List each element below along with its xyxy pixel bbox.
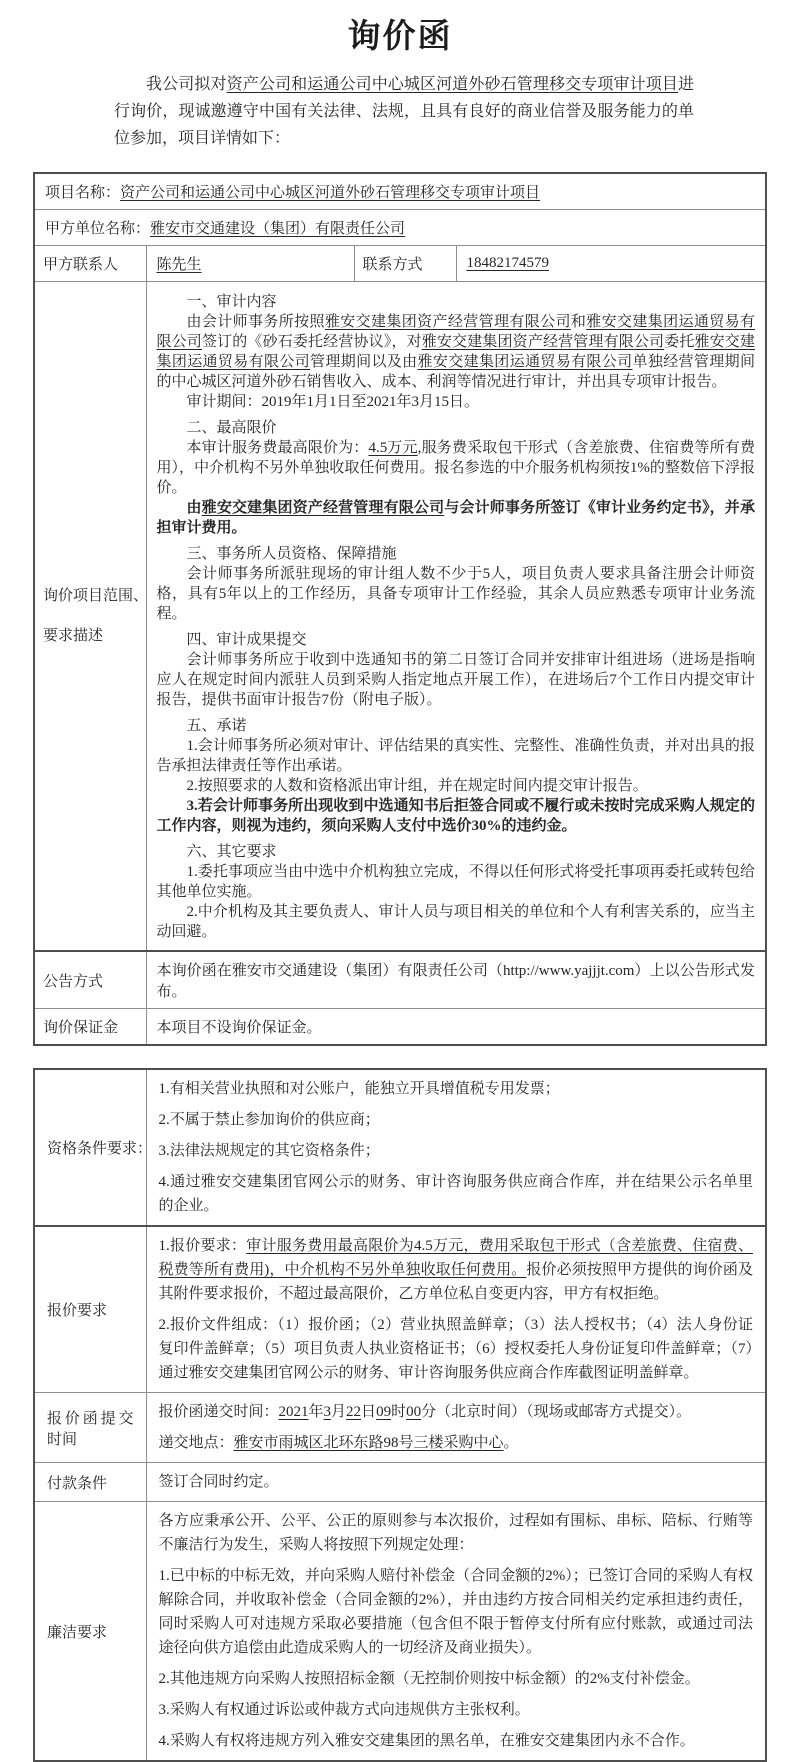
inquiry-info-table <box>33 172 767 1046</box>
row-announcement <box>34 951 766 1009</box>
row-scope <box>34 282 766 952</box>
submission-content: 报价函递交时间：2021年3月22日09时00分（北京时间）（现场或邮寄方式提交）。 递交地点：雅安市雨城区北环东路98号三楼采购中心。 <box>146 1393 766 1463</box>
contact-method-label: 联系方式 <box>354 246 456 282</box>
contact-phone-value: 18482174579 <box>456 246 766 282</box>
contact-person-label: 甲方联系人 <box>34 246 146 282</box>
quotation-label: 报价要求 <box>34 1226 146 1393</box>
row-quotation <box>34 1226 766 1393</box>
scope-content: 一、审计内容 由会计师事务所按照雅安交建集团资产经营管理有限公司和雅安交建集团运通贸易有限公司签订的《砂石委托经营协议》，对雅安交建集团资产经营管理有限公司委托雅安交建集团运通贸易有限公司管理期间以及由雅安交建集团运通贸易有限公司单独经营管理期间的中心城区河道外砂石销售收入、成本、利润等情况进行审计，并出具专项审计报告。 审计期间：2019年1月1日至2021年3月15日。 二、最高限价 本审计服务费最高限价为：4.5万元,服务费采取包干形式（含差旅费、住宿费等所有费用），中介机构不另外单独收取任何费用。报名参选的中介服务机构须按1%的整数倍下浮报价。 由雅安交建集团资产经营管理有限公司与会计师事务所签订《审计业务约定书》，并承担审计费用。 三、事务所人员资格、保障措施 会计师事务所派驻现场的审计组人数不少于5人，项目负责人要求具备注册会计师资格，具有5年以上的工作经历，具备专项审计工作经验，其余人员应熟悉专项审计业务流程。 四、审计成果提交 会计师事务所应于收到中选通知书的第二日签订合同并安排审计组进场（进场是指响应人在规定时间内派驻人员到采购人指定地点开展工作），在进场后7个工作日内提交审计报告，提供书面审计报告7份（附电子版）。 五、承诺 1.会计师事务所必须对审计、评估结果的真实性、完整性、准确性负责，并对出具的报告承担法律责任等作出承诺。 2.按照要求的人数和资格派出审计组，并在规定时间内提交审计报告。 3.若会计师事务所出现收到中选通知书后拒签合同或不履行或未按时完成采购人规定的工作内容，则视为违约，须向采购人支付中选价30%的违约金。 六、其它要求 1.委托事项应当由中选中介机构独立完成，不得以任何形式将受托事项再委托或转包给其他单位实施。 2.中介机构及其主要负责人、审计人员与项目相关的单位和个人有利害关系的，应当主动回避。 <box>146 282 766 952</box>
row-contact <box>34 246 766 282</box>
row-project-name <box>34 173 766 210</box>
requirements-table <box>33 1068 767 1762</box>
submission-label: 报价函提交时间 <box>34 1393 146 1463</box>
row-deposit <box>34 1009 766 1046</box>
row-integrity <box>34 1502 766 1762</box>
qualification-content: 1.有相关营业执照和对公账户，能独立开具增值税专用发票； 2.不属于禁止参加询价的供应商； 3.法律法规规定的其它资格条件； 4.通过雅安交建集团官网公示的财务、审计咨询服务供应商合作库，并在结果公示名单里的企业。 <box>146 1069 766 1226</box>
page-title: 询价函 <box>347 19 453 55</box>
integrity-content: 各方应秉承公开、公平、公正的原则参与本次报价，过程如有围标、串标、陪标、行贿等不廉洁行为发生，采购人将按照下列规定处理： 1.已中标的中标无效，并向采购人赔付补偿金（合同金额的2%）；已签订合同的采购人有权解除合同，并收取补偿金（合同金额的2%），并由违约方按合同相关约定承担违约责任，同时采购人可对违规方采取必要措施（包含但不限于暂停支付所有应付账款，或通过司法途径向供方追偿由此造成采购人的一切经济及商业损失）。 2.其他违规方向采购人按照招标金额（无控制价则按中标金额）的2%支付补偿金。 3.采购人有权通过诉讼或仲裁方式向违规供方主张权利。 4.采购人有权将违规方列入雅安交建集团的黑名单，在雅安交建集团内永不合作。 <box>146 1502 766 1762</box>
scope-label: 询价项目范围、 要求描述 <box>34 282 146 952</box>
row-payment <box>34 1463 766 1502</box>
payment-label: 付款条件 <box>34 1463 146 1502</box>
deposit-label: 询价保证金 <box>34 1009 146 1046</box>
row-party-a-name <box>34 210 766 246</box>
row-qualification <box>34 1069 766 1226</box>
announcement-value: 本询价函在雅安市交通建设（集团）有限责任公司（http://www.yajjjt.com）上以公告形式发布。 <box>146 951 766 1009</box>
announcement-label: 公告方式 <box>34 951 146 1009</box>
intro-paragraph: 我公司拟对资产公司和运通公司中心城区河道外砂石管理移交专项审计项目进行询价，现诚邀遵守中国有关法律、法规，且具有良好的商业信誉及服务能力的单位参加，项目详情如下： <box>114 76 694 147</box>
quotation-content: 1.报价要求：审计服务费用最高限价为4.5万元，费用采取包干形式（含差旅费、住宿费、税费等所有费用)，中介机构不另外单独收取任何费用。报价必须按照甲方提供的询价函及其附件要求报价，不超过最高限价，乙方单位私自变更内容，甲方有权拒绝。 2.报价文件组成：（1）报价函；（2）营业执照盖鲜章；（3）法人授权书；（4）法人身份证复印件盖鲜章；（5）项目负责人执业资格证书；（6）授权委托人身份证复印件盖鲜章；（7）通过雅安交建集团官网公示的财务、审计咨询服务供应商合作库截图证明盖鲜章。 <box>146 1226 766 1393</box>
document-page <box>0 10 800 1762</box>
integrity-label: 廉洁要求 <box>34 1502 146 1762</box>
project-name-cell: 项目名称：资产公司和运通公司中心城区河道外砂石管理移交专项审计项目 <box>34 173 766 210</box>
qualification-label: 资格条件要求： <box>34 1069 146 1226</box>
deposit-value: 本项目不设询价保证金。 <box>146 1009 766 1046</box>
row-submission <box>34 1393 766 1463</box>
party-a-name-cell: 甲方单位名称：雅安市交通建设（集团）有限责任公司 <box>34 210 766 246</box>
payment-content: 签订合同时约定。 <box>146 1463 766 1502</box>
contact-person-value: 陈先生 <box>146 246 354 282</box>
